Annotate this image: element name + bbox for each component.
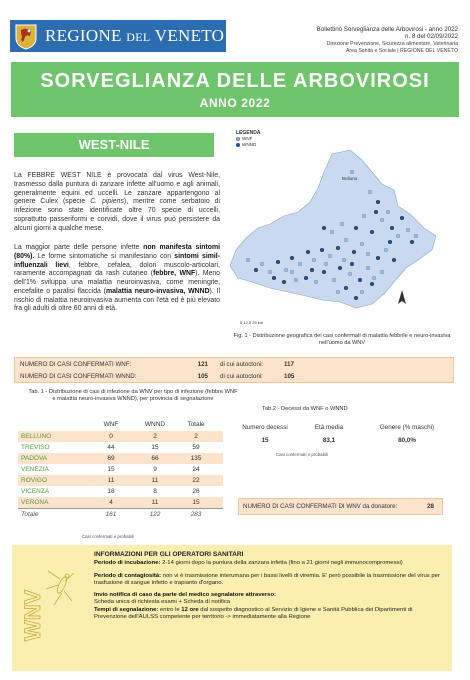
wnnd-case-dot <box>320 248 324 252</box>
wnnd-case-dot <box>306 250 310 254</box>
wnf-case-dot <box>396 234 400 238</box>
wnnd-dot-icon <box>236 143 240 147</box>
donor-cases-box <box>238 498 443 515</box>
table2-note: Casi confermati e probabili <box>276 452 328 457</box>
info-content <box>94 551 444 626</box>
intro-paragraph-2: La maggior parte delle persone infette non manifesta sintomi (80%). Le forme sintomatiche si manifestano con sintomi simil-influenzali lievi, febbre, cefalea, dolori muscolo-articolari, raramente accompagnati da rash cutaneo (febbre, WNF). Meno dell'1% sviluppa una malattia neuroinvasiva, come meningite, encefalite o paralisi flaccida (malattia neuro-invasiva, WNND). Il rischio di malattia neuroinvasiva aumenta con l'età ed è più elevato fra gli adulti di oltre 60 anni di età. <box>14 244 220 313</box>
wnf-case-dot <box>344 238 348 242</box>
wnnd-case-dot <box>282 280 286 284</box>
table-row: VERONA 4 11 15 <box>18 497 223 508</box>
wnf-case-dot <box>328 254 332 258</box>
wnf-case-dot <box>330 230 334 234</box>
wnf-autoc-value: 117 <box>284 361 294 368</box>
wnf-case-dot <box>332 278 336 282</box>
operator-info-box <box>12 545 452 671</box>
province-table <box>18 421 223 519</box>
wnf-case-dot <box>284 268 288 272</box>
wnf-case-dot <box>386 210 390 214</box>
map-legend <box>236 130 260 148</box>
wnf-case-dot <box>324 262 328 266</box>
wnnd-case-dot <box>254 268 258 272</box>
wnf-case-dot <box>384 248 388 252</box>
wnf-case-dot <box>312 258 316 262</box>
age-header: Età media <box>314 424 344 431</box>
intro-paragraph-1: La FEBBRE WEST NILE è provocata dal virus West-Nile, trasmesso dalla puntura di zanzare infette all'uomo e agli animali, generalmente equini ed uccelli. Le zanzare appartengono al genere Culex (specie C. pipiens), mentre come serbatoio di infezione sono state identificate oltre 70 specie di uccelli, soprattutto passeriformi e corvidi, dove il virus può persistere da alcuni giorni a qualche mese. <box>14 172 220 232</box>
wnf-case-dot <box>380 218 384 222</box>
wnf-case-dot <box>336 290 340 294</box>
wnnd-case-dot <box>376 200 380 204</box>
deaths-header: Numero decessi <box>242 424 288 431</box>
bulletin-department: Direzione Prevenzione, Sicurezza alimentare, Veterinaria <box>326 40 458 47</box>
wnf-case-dot <box>366 266 370 270</box>
wnf-case-dot <box>298 262 302 266</box>
wnf-dot-icon <box>236 137 240 141</box>
logo-text: REGIONE DEL VENETO <box>45 26 225 45</box>
table1-title: Tab. 1 - Distribuzione di casi di infezione da WNV per tipo di infezione (febbre WNF e malattia neuro-invasiva WNND), per provincia di segnalazione <box>28 389 238 402</box>
confirmed-cases-box <box>14 357 454 383</box>
table2-title: Tab.2 - Decessi da WNF o WNND <box>262 406 348 412</box>
veneto-cases-map <box>222 132 454 332</box>
contagion-period: Periodo di contagiosità: non vi è trasmissione interumana per i bassi livelli di viremia. E' però possibile la trasmissione del virus per trasfusione di sangue infetto e trapianto d'organo. <box>94 572 440 586</box>
wnnd-cases-value: 105 <box>197 373 208 380</box>
wnf-case-dot <box>340 222 344 226</box>
wnnd-case-dot <box>376 256 380 260</box>
table1-note: Casi confermati e probabili <box>82 534 134 539</box>
wnnd-case-dot <box>410 240 414 244</box>
wnf-case-dot <box>348 272 352 276</box>
wnnd-case-dot <box>290 256 294 260</box>
bulletin-title: Bollettino Sorveglianza delle Arbovirosi - anno 2022 <box>316 26 458 33</box>
wnnd-case-dot <box>370 282 374 286</box>
incubation-period: Periodo di incubazione: 2-14 giorni dopo la puntura della zanzara infetta (fino a 21 giorni negli immunocompromessi) <box>94 560 403 567</box>
wnnd-case-dot <box>322 270 326 274</box>
wnf-cases-row: NUMERO DI CASI CONFERMATI WNF: 121 di cui autoctoni: 117 <box>20 359 450 371</box>
table-total-row: Totale 161 122 283 <box>18 508 223 519</box>
wnf-case-dot <box>294 278 298 282</box>
map-city-label: Belluno <box>342 176 358 181</box>
wnnd-case-dot <box>392 258 396 262</box>
wnnd-case-dot <box>322 226 326 230</box>
mosquito-wnv-icon <box>18 563 78 663</box>
wnnd-case-dot <box>352 250 356 254</box>
table-row: VENEZIA 15 9 24 <box>21 466 200 473</box>
wnnd-case-dot <box>358 278 362 282</box>
wnf-case-dot <box>406 228 410 232</box>
wnnd-case-dot <box>344 286 348 290</box>
title-banner <box>11 62 459 117</box>
wnnd-case-dot <box>310 268 314 272</box>
donor-value: 28 <box>427 503 434 510</box>
wnf-case-dot <box>360 290 364 294</box>
wnnd-case-dot <box>350 262 354 266</box>
table1-header: WNF WNND Totale <box>103 421 205 428</box>
map-scale-label: 0 12,5 25 km <box>240 320 264 325</box>
wnf-case-dot <box>342 258 346 262</box>
north-arrow-icon <box>398 290 406 304</box>
wnnd-cases-row: NUMERO DI CASI CONFERMATI WNND: 105 di cui autoctoni: 105 <box>20 371 450 383</box>
age-value: 83,1 <box>322 437 336 444</box>
wnf-case-dot <box>380 270 384 274</box>
wnnd-case-dot <box>388 240 392 244</box>
page-header <box>0 0 470 62</box>
wnf-case-dot <box>362 214 366 218</box>
page-subtitle: ANNO 2022 <box>199 96 271 110</box>
notification-method: Invio notifica di caso da parte del medico segnalatore attraverso: Scheda unica di richiesta esami + Scheda di notifica Tempi di segnalazione: entro le 12 ore dal sospetto diagnostico al Servizio di Igiene e Sanità Pubblica dei Dipartimenti di Prevenzione dell'AULSS competente per territorio -> immediatamente alla Regione <box>94 592 413 621</box>
gender-value: 80,0% <box>398 437 416 444</box>
page-title: SORVEGLIANZA DELLE ARBOVIROSI <box>40 70 430 92</box>
wnf-case-dot <box>414 234 418 238</box>
table-row: BELLUNO 0 2 2 <box>18 431 223 442</box>
bulletin-info <box>258 26 458 56</box>
wnf-case-dot <box>368 190 372 194</box>
wnnd-case-dot <box>336 246 340 250</box>
donor-label: NUMERO DI CASI CONFERMATI DI WNV da donatore: <box>243 503 398 510</box>
wnf-case-dot <box>314 280 318 284</box>
regione-veneto-logo <box>10 20 226 52</box>
wnf-case-dot <box>366 252 370 256</box>
table-row: PADOVA 69 66 135 <box>18 453 223 464</box>
wnnd-autoc-value: 105 <box>284 373 295 380</box>
table-row: VICENZA 18 8 26 <box>21 488 200 495</box>
bulletin-number: n. 8 del 02/09/2022 <box>405 33 458 41</box>
table-row: TREVISO 44 15 59 <box>21 444 200 451</box>
wnf-case-dot <box>260 262 264 266</box>
wnf-cases-value: 121 <box>197 361 208 368</box>
info-title: INFORMAZIONI PER GLI OPERATORI SANITARI <box>94 551 244 558</box>
wnnd-case-dot <box>374 210 378 214</box>
wnnd-case-dot <box>276 260 280 264</box>
legend-title: LEGENDA <box>236 130 261 136</box>
wnnd-case-dot <box>370 230 374 234</box>
wnnd-case-dot <box>390 226 394 230</box>
gender-header: Genere (% maschi) <box>379 424 435 431</box>
wnf-case-dot <box>360 242 364 246</box>
deaths-value: 15 <box>261 437 269 444</box>
wnnd-case-dot <box>354 226 358 230</box>
wnnd-case-dot <box>338 266 342 270</box>
veneto-region-shape <box>230 150 436 308</box>
wnf-case-dot <box>350 170 354 174</box>
section-title: WEST-NILE <box>14 133 214 157</box>
wnf-case-dot <box>268 270 272 274</box>
wnnd-case-dot <box>400 216 404 220</box>
bulletin-area: Area Sanità e Sociale | REGIONE DEL VENETO <box>345 48 458 55</box>
wnf-case-dot <box>372 276 376 280</box>
wnnd-case-dot <box>272 276 276 280</box>
wnnd-case-dot <box>304 276 308 280</box>
table-row: ROVIGO 11 11 22 <box>18 475 223 486</box>
wnf-case-dot <box>290 270 294 274</box>
legend-wnnd: WNND <box>236 142 260 148</box>
lion-crest-icon <box>13 22 39 50</box>
wnv-side-label: WNV <box>20 589 45 641</box>
wnf-case-dot <box>246 258 250 262</box>
wnnd-case-dot <box>354 296 358 300</box>
legend-wnf: WNF <box>236 136 260 142</box>
map-caption: Fig. 1 - Distribuzione geografica dei casi confermati di malattia febbrile e neuro-invasiva nell'uomo da WNV <box>233 333 451 346</box>
